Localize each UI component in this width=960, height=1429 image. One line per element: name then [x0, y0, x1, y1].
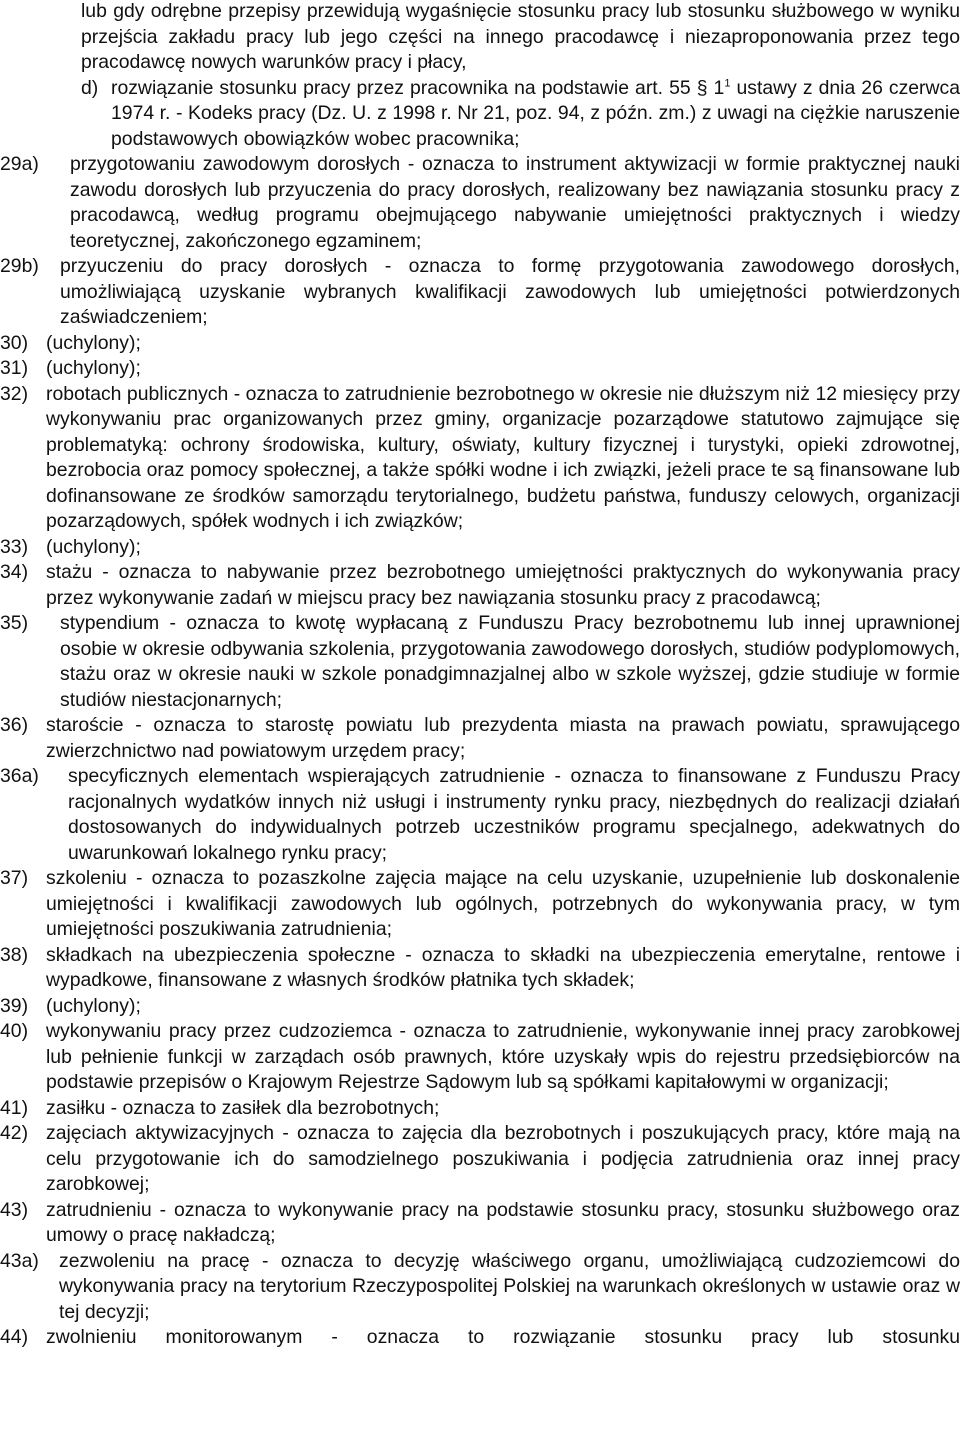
list-item — [0, 1019, 960, 1096]
list-item-text: zatrudnieniu - oznacza to wykonywanie pracy na podstawie stosunku pracy, stosunku służbowego oraz umowy o pracę nakładczą; — [46, 1198, 960, 1246]
superscript: 1 — [724, 77, 731, 90]
list-item-number: 43a) — [0, 1249, 39, 1272]
list-item — [0, 1121, 960, 1198]
intro-block — [81, 0, 960, 152]
list-item-number: 43) — [0, 1198, 29, 1221]
list-item-number: 38) — [0, 943, 29, 966]
list-item — [0, 866, 960, 943]
list-item-number: 37) — [0, 867, 29, 889]
list-item — [0, 331, 960, 357]
list-item-number: 42) — [0, 1122, 29, 1144]
list-item-text: zwolnieniu monitorowanym - oznacza to rozwiązanie stosunku pracy lub stosunku — [46, 1326, 960, 1348]
list-item-text: zajęciach aktywizacyjnych - oznacza to zajęcia dla bezrobotnych i poszukujących pracy, które mają na celu przygotowanie ich do samodzielnego poszukiwania i podjęcia zatrudnienia oraz innej pracy zarobkowej; — [46, 1122, 960, 1195]
list-item — [0, 943, 960, 994]
list-item — [0, 764, 960, 866]
list-item-text: przygotowaniu zawodowym dorosłych - oznacza to instrument aktywizacji w formie praktycznej nauki zawodu dorosłych lub przyuczenia do pracy dorosłych, realizowany bez nawiązania stosunku pracy z pracodawcą, według programu obejmującego nabywanie umiejętności praktycznych i wiedzy teoretycznej, zakończonego egzaminem; — [70, 153, 960, 252]
list-item-number: 35) — [0, 612, 29, 634]
list-item-number: 44) — [0, 1326, 29, 1348]
definitions-list — [0, 152, 960, 1351]
list-item — [0, 535, 960, 561]
list-item-number: 41) — [0, 1096, 29, 1119]
sub-item-d-text — [111, 76, 960, 153]
list-item — [0, 356, 960, 382]
list-item-number: 36) — [0, 714, 29, 736]
list-item — [0, 1249, 960, 1326]
list-item-number: 30) — [0, 331, 29, 354]
sub-item-d-text-a: rozwiązanie stosunku pracy przez pracownika na podstawie art. 55 § 1 — [111, 76, 725, 99]
list-item-text: zezwoleniu na pracę - oznacza to decyzję właściwego organu, umożliwiającą cudzoziemcowi do wykonywania pracy na terytorium Rzeczypospolitej Polskiej na warunkach określonych w ustawie oraz w tej decyzji; — [59, 1249, 960, 1323]
list-item-text: (uchylony); — [46, 357, 141, 379]
list-item — [0, 382, 960, 535]
intro-continuation: lub gdy odrębne przepisy przewidują wygaśnięcie stosunku pracy lub stosunku służbowego w wyniku przejścia zakładu pracy lub jego części na innego pracodawcę i niezaproponowania przez tego pracodawcę nowych warunków pracy i płacy, — [81, 0, 960, 73]
list-item-text: wykonywaniu pracy przez cudzoziemca - oznacza to zatrudnienie, wykonywanie innej pracy zarobkowej lub pełnienie funkcji w zarządach osób prawnych, które uzyskały wpis do rejestru przedsiębiorców na podstawie przepisów o Krajowym Rejestrze Sądowym lub są spółkami kapitałowymi w organizacji; — [46, 1020, 960, 1093]
list-item-number: 29b) — [0, 255, 39, 277]
list-item-text: przyuczeniu do pracy dorosłych - oznacza to formę przygotowania zawodowego dorosłych, umożliwiającą uzyskanie wybranych kwalifikacji zawodowych lub umiejętności potwierdzonych zaświadczeniem; — [60, 255, 960, 328]
list-item-text: (uchylony); — [46, 331, 141, 354]
list-item-text: szkoleniu - oznacza to pozaszkolne zajęcia mające na celu uzyskanie, uzupełnienie lub doskonalenie umiejętności i kwalifikacji zawodowych lub ogólnych, potrzebnych do wykonywania pracy, w tym umiejętności poszukiwania zatrudnienia; — [46, 867, 960, 940]
list-item-number: 34) — [0, 561, 29, 583]
list-item — [0, 611, 960, 713]
list-item — [0, 1198, 960, 1249]
list-item-number: 36a) — [0, 765, 39, 787]
list-item-text: składkach na ubezpieczenia społeczne - oznacza to składki na ubezpieczenia emerytalne, rentowe i wypadkowe, finansowane z własnych środków płatnika tych składek; — [46, 943, 960, 991]
list-item-number: 29a) — [0, 153, 39, 175]
list-item-text: stażu - oznacza to nabywanie przez bezrobotnego umiejętności praktycznych do wykonywania pracy przez wykonywanie zadań w miejscu pracy bez nawiązania stosunku pracy z pracodawcą; — [46, 561, 960, 609]
list-item-number: 33) — [0, 535, 29, 558]
list-item — [0, 254, 960, 331]
list-item-text: robotach publicznych - oznacza to zatrudnienie bezrobotnego w okresie nie dłuższym niż 12 miesięcy przy wykonywaniu prac organizowanych przez gminy, organizacje pozarządowe statutowo zajmujące się problematyką: ochrony środowiska, kultury, oświaty, kultury fizycznej i turystyki, opieki zdrowotnej, bezrobocia oraz pomocy społecznej, a także spółki wodne i ich związki, jeżeli prace te są finansowane lub dofinansowane ze środków samorządu terytorialnego, budżetu państwa, funduszy celowych, organizacji pozarządowych, spółek wodnych i ich związków; — [46, 382, 960, 532]
list-item-text: specyficznych elementach wspierających zatrudnienie - oznacza to finansowane z Funduszu Pracy racjonalnych wydatków innych niż usługi i instrumenty rynku pracy, niezbędnych do realizacji działań dostosowanych do indywidualnych potrzeb uczestników programu specjalnego, adekwatnych do uwarunkowań lokalnego rynku pracy; — [68, 765, 960, 864]
list-item-text: stypendium - oznacza to kwotę wypłacaną z Funduszu Pracy bezrobotnemu lub innej uprawnionej osobie w okresie odbywania szkolenia, przygotowania zawodowego dorosłych, studiów podyplomowych, stażu oraz w okresie nauki w szkole ponadgimnazjalnej albo w szkole wyższej, gdzie studiuje w formie studiów niestacjonarnych; — [60, 612, 960, 711]
sub-item-d — [81, 76, 960, 153]
list-item — [0, 994, 960, 1020]
sub-item-d-text-b: ustawy z dnia 26 czerwca 1974 r. - Kodeks pracy (Dz. U. z 1998 r. Nr 21, poz. 94, z późn. zm.) z uwagi na ciężkie naruszenie podstawowych obowiązków wobec pracownika; — [111, 76, 960, 150]
list-item — [0, 1096, 960, 1122]
list-item-number: 39) — [0, 994, 29, 1017]
list-item — [0, 560, 960, 611]
list-item-number: 32) — [0, 382, 29, 405]
list-item-number: 40) — [0, 1020, 29, 1042]
list-item-text: staroście - oznacza to starostę powiatu lub prezydenta miasta na prawach powiatu, sprawującego zwierzchnictwo nad powiatowym urzędem pracy; — [46, 714, 960, 762]
list-item — [0, 713, 960, 764]
list-item — [0, 152, 960, 254]
sub-item-d-label: d) — [81, 76, 99, 99]
list-item — [0, 1325, 960, 1351]
list-item-number: 31) — [0, 357, 29, 379]
list-item-text: zasiłku - oznacza to zasiłek dla bezrobotnych; — [46, 1096, 440, 1119]
list-item-text: (uchylony); — [46, 535, 141, 558]
list-item-text: (uchylony); — [46, 994, 141, 1017]
